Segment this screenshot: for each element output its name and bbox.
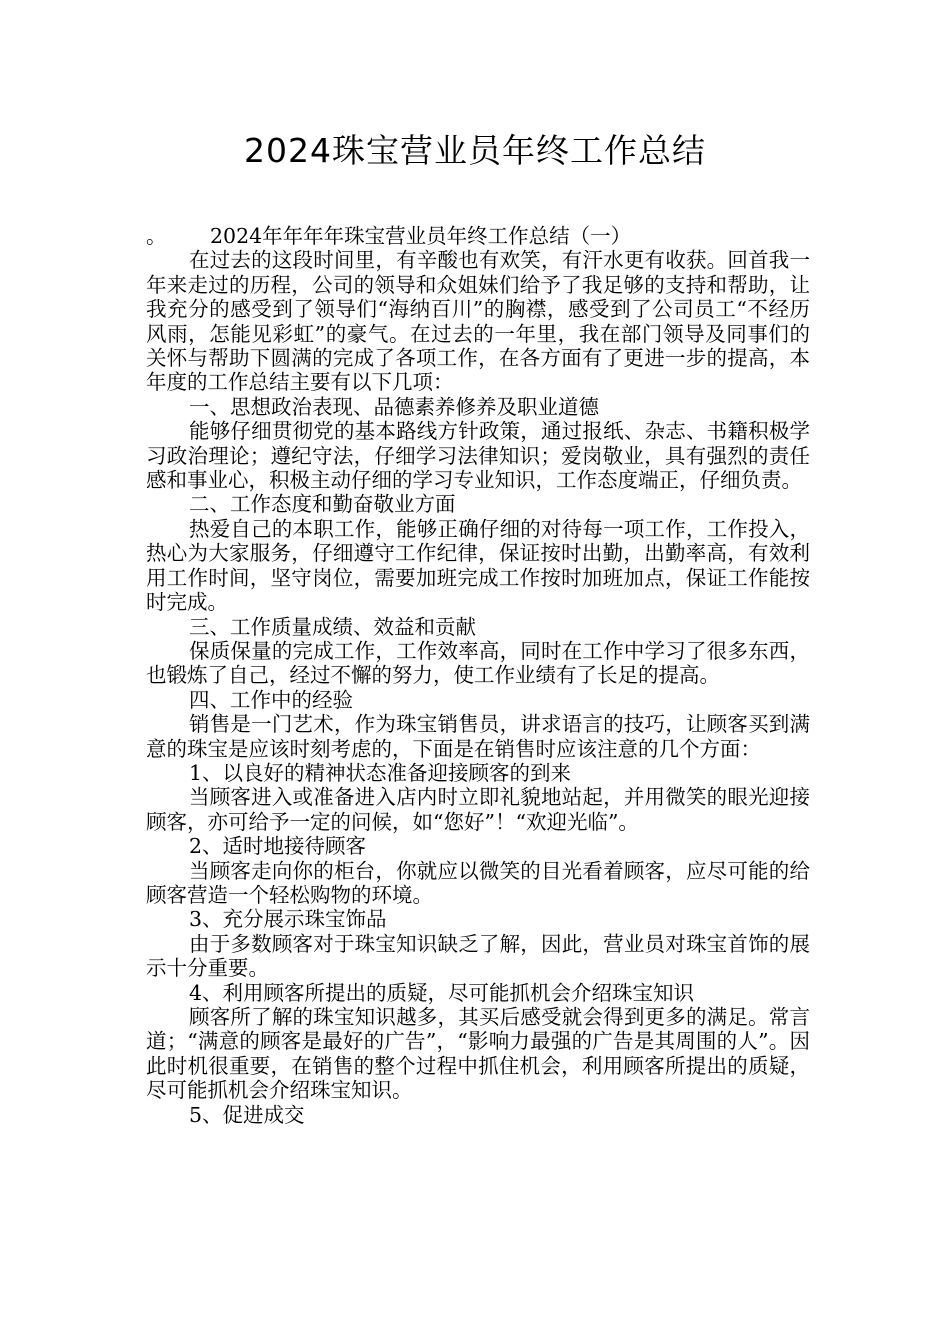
section-heading-2: 二、工作态度和勤奋敬业方面 [189,492,456,517]
section-paragraph-2: 热爱自己的本职工作，能够正确仔细的对待每一项工作，工作投入，热心为大家服务，仔细遵守工作纪律，保证按时出勤，出勤率高，有效利用工作时间，坚守岗位，需要加班完成工作按时加班加点，保证工作能按时完成。 [146,516,810,615]
intro-paragraph: 在过去的这段时间里，有辛酸也有欢笑，有汗水更有收获。回首我一年来走过的历程，公司的领导和众姐妹们给予了我足够的支持和帮助，让我充分的感受到了领导们“海纳百川”的胸襟，感受到了公司员工“不经历风雨，怎能见彩虹”的豪气。在过去的一年里，我在部门领导及同事们的关怀与帮助下圆满的完成了各项工作，在各方面有了更进一步的提高，本年度的工作总结主要有以下几项： [146,248,810,395]
tip-heading-1: 1、以良好的精神状态准备迎接顾客的到来 [189,760,572,785]
section-heading-1: 一、思想政治表现、品德素养修养及职业道德 [189,394,599,419]
subtitle-mark: 。 [146,224,167,248]
section-subtitle [146,224,810,248]
tip-heading-2: 2、适时地接待顾客 [189,834,367,859]
tip-paragraph-2: 当顾客走向你的柜台，你就应以微笑的目光看着顾客，应尽可能的给顾客营造一个轻松购物的环境。 [146,858,810,907]
tip-heading-4: 4、利用顾客所提出的质疑，尽可能抓机会介绍珠宝知识 [189,980,695,1005]
tip-paragraph-3: 由于多数顾客对于珠宝知识缺乏了解，因此，营业员对珠宝首饰的展示十分重要。 [146,931,810,981]
document-body [146,224,810,1127]
tip-paragraph-4: 顾客所了解的珠宝知识越多，其买后感受就会得到更多的满足。常言道；“满意的顾客是最好的广告”，“影响力最强的广告是其周围的人”。因此时机很重要，在销售的整个过程中抓住机会，利用顾客所提出的质疑，尽可能抓机会介绍珠宝知识。 [146,1005,810,1103]
document-title: 2024珠宝营业员年终工作总结 [244,131,706,170]
section-paragraph-4: 销售是一门艺术，作为珠宝销售员，讲求语言的技巧，让顾客买到满意的珠宝是应该时刻考虑的，下面是在销售时应该注意的几个方面： [146,712,810,761]
subtitle-text: 2024年年年年珠宝营业员年终工作总结（一） [210,224,632,248]
tip-heading-3: 3、充分展示珠宝饰品 [189,907,387,932]
section-heading-3: 三、工作质量成绩、效益和贡献 [189,614,476,639]
section-heading-4: 四、工作中的经验 [189,687,353,712]
tip-paragraph-1: 当顾客进入或准备进入店内时立即礼貌地站起，并用微笑的眼光迎接顾客，亦可给予一定的问候，如“您好”！“欢迎光临”。 [146,785,810,834]
section-paragraph-3: 保质保量的完成工作，工作效率高，同时在工作中学习了很多东西，也锻炼了自己，经过不懈的努力，使工作业绩有了长足的提高。 [146,638,810,688]
tip-heading-5: 5、促进成交 [189,1102,305,1127]
section-paragraph-1: 能够仔细贯彻党的基本路线方针政策，通过报纸、杂志、书籍积极学习政治理论；遵纪守法，仔细学习法律知识；爱岗敬业，具有强烈的责任感和事业心，积极主动仔细的学习专业知识，工作态度端正，仔细负责。 [146,419,810,493]
